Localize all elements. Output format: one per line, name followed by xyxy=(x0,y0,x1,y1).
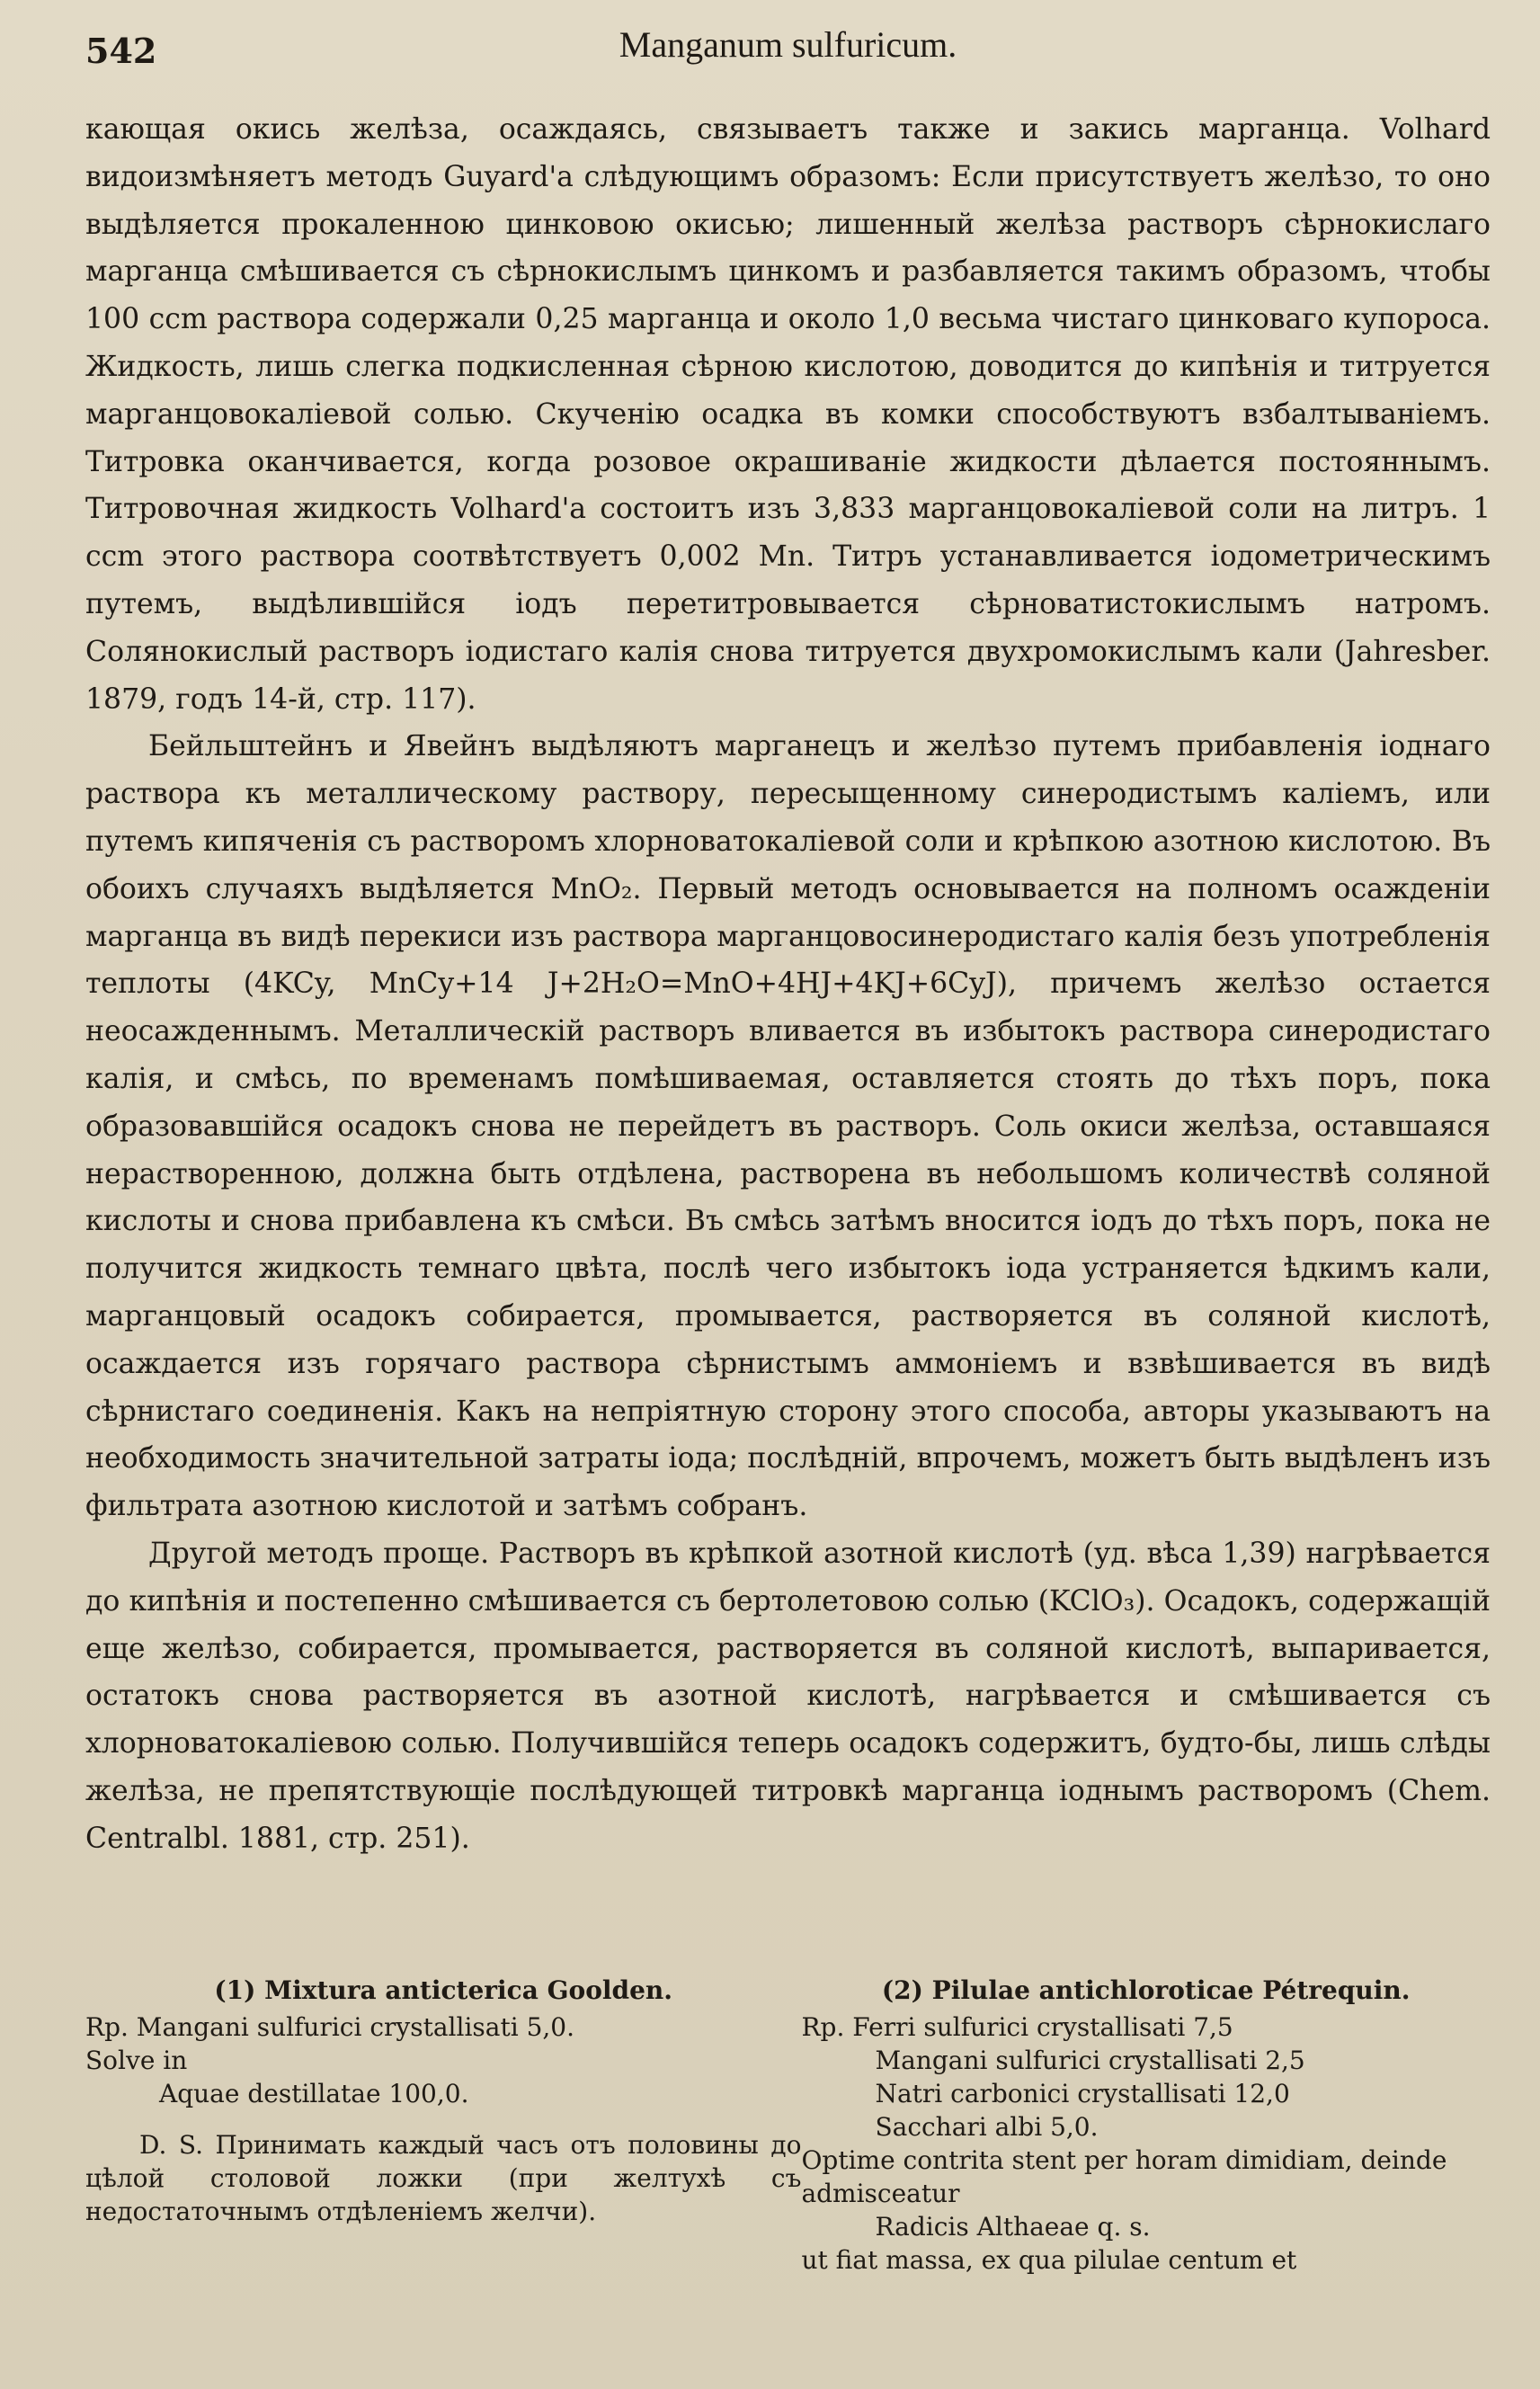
page-number: 542 xyxy=(85,31,157,71)
page-header xyxy=(85,20,1491,74)
recipe-mixtura-anticterica xyxy=(85,1974,801,2277)
recipe-line: Radicis Althaeae q. s. xyxy=(875,2212,1151,2242)
recipe-line: Sacchari albi 5,0. xyxy=(875,2112,1099,2142)
recipe-line: Rp. Ferri sulfurici crystallisati 7,5 xyxy=(801,2012,1233,2042)
recipe-line: Aquae destillatae 100,0. xyxy=(159,2079,469,2108)
recipe-title: (1) Mixtura anticterica Goolden. xyxy=(214,1975,672,2005)
recipe-line: ut fiat massa, ex qua pilulae centum et xyxy=(801,2245,1297,2275)
recipes-section xyxy=(85,1974,1491,2277)
recipe-pilulae-antichloroticae xyxy=(801,1974,1491,2277)
running-title: Manganum sulfuricum. xyxy=(619,24,957,65)
paragraph-volhard: кающая окись желѣза, осаждаясь, связываетъ также и закись марганца. Volhard видоизмѣняетъ методъ Guyard'a слѣдующимъ образомъ: Если присутствуетъ желѣзо, то оно выдѣляется прокаленною цинковою окисью; лишенный желѣза растворъ сѣрнокислаго марганца смѣшивается съ сѣрнокислымъ цинкомъ и разбавляется такимъ образомъ, чтобы 100 ccm раствора содержали 0,25 марганца и около 1,0 весьма чистаго цинковаго купороса. Жидкость, лишь слегка подкисленная сѣрною кислотою, доводится до кипѣнія и титруется марганцовокаліевой солью. Скученію осадка въ комки способствуютъ взбалтываніемъ. Титровка оканчивается, когда розовое окрашиваніе жидкости дѣлается постояннымъ. Титровочная жидкость Volhard'a состоитъ изъ 3,833 марганцовокаліевой соли на литръ. 1 ccm этого раствора соотвѣтствуетъ 0,002 Mn. Титръ устанавливается іодометрическимъ путемъ, выдѣлившійся іодъ перетитровывается сѣрноватистокислымъ натромъ. Солянокислый растворъ іодистаго калія снова титруется двухромокислымъ кали (Jahresber. 1879, годъ 14-й, стр. 117). xyxy=(85,113,1491,716)
paragraph-beilstein: Бейльштейнъ и Явейнъ выдѣляютъ марганецъ и желѣзо путемъ прибавленія іоднаго раствора къ металлическому раствору, пересыщенному синеродистымъ каліемъ, или путемъ кипяченія съ растворомъ хлорноватокаліевой соли и крѣпкою азотною кислотою. Въ обоихъ случаяхъ выдѣляется MnO₂. Первый методъ основывается на полномъ осажденіи марганца въ видѣ перекиси изъ раствора марганцовосинеродистаго калія безъ употребленія теплоты (4KCy, MnCy+14 J+2H₂O=MnO+4HJ+4KJ+6CyJ), причемъ желѣзо остается неосажденнымъ. Металлическій растворъ вливается въ избытокъ раствора синеродистаго калія, и смѣсь, по временамъ помѣшиваемая, оставляется стоять до тѣхъ поръ, пока образовавшійся осадокъ снова не перейдетъ въ растворъ. Соль окиси желѣза, оставшаяся нерастворенною, должна быть отдѣлена, растворена въ небольшомъ количествѣ соляной кислоты и снова прибавлена къ смѣси. Въ смѣсь затѣмъ вносится іодъ до тѣхъ поръ, пока не получится жидкость темнаго цвѣта, послѣ чего избытокъ іода устраняется ѣдкимъ кали, марганцовый осадокъ собирается, промывается, растворяется въ соляной кислотѣ, осаждается изъ горячаго раствора сѣрнистымъ аммоніемъ и взвѣшивается въ видѣ сѣрнистаго соединенія. Какъ на непріятную сторону этого способа, авторы указываютъ на необходимость значительной затраты іода; послѣдній, впрочемъ, можетъ быть выдѣленъ изъ фильтрата азотною кислотой и затѣмъ собранъ. xyxy=(85,730,1491,1523)
recipe-line: Mangani sulfurici crystallisati 2,5 xyxy=(875,2046,1305,2075)
recipe-line: Solve in xyxy=(85,2046,188,2075)
recipe-title: (2) Pilulae antichloroticae Pétrequin. xyxy=(881,1975,1411,2005)
recipe-instructions: D. S. Принимать каждый часъ отъ половины до цѣлой столовой ложки (при желтухѣ съ недостаточнымъ отдѣленіемъ желчи). xyxy=(85,2130,802,2226)
recipe-line: Rp. Mangani sulfurici crystallisati 5,0. xyxy=(85,2012,575,2042)
body-text xyxy=(85,106,1491,1862)
recipe-line: Natri carbonici crystallisati 12,0 xyxy=(875,2079,1290,2108)
paragraph-other-method: Другой методъ проще. Растворъ въ крѣпкой азотной кислотѣ (уд. вѣса 1,39) нагрѣвается до кипѣнія и постепенно смѣшивается съ бертолетовою солью (KClO₃). Осадокъ, содержащій еще желѣзо, собирается, промывается, растворяется въ соляной кислотѣ, выпаривается, остатокъ снова растворяется въ азотной кислотѣ, нагрѣвается и смѣшивается съ хлорноватокаліевою солью. Получившійся теперь осадокъ содержитъ, будто-бы, лишь слѣды желѣза, не препятствующіе послѣдующей титровкѣ марганца іоднымъ растворомъ (Chem. Centralbl. 1881, стр. 251). xyxy=(85,1537,1491,1855)
recipe-line: Optime contrita stent per horam dimidiam, deinde admisceatur xyxy=(801,2145,1447,2208)
